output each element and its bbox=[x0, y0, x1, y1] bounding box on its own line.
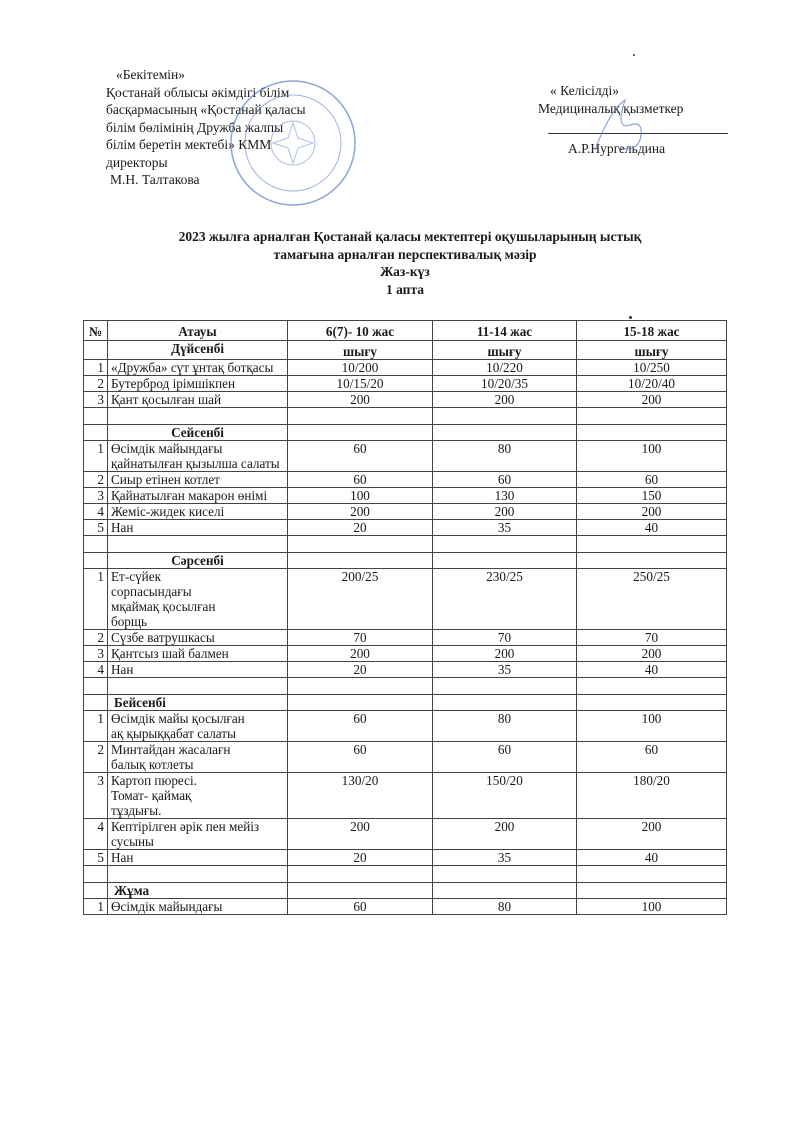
item-value: 200 bbox=[577, 392, 727, 408]
item-name: Өсімдік майы қосылған ақ қырыққабат салаты bbox=[108, 711, 288, 742]
item-value: 200 bbox=[288, 646, 433, 662]
sub-label: шығу bbox=[577, 341, 727, 360]
item-value: 35 bbox=[433, 520, 577, 536]
col-header-num: № bbox=[84, 321, 108, 341]
item-num: 4 bbox=[84, 662, 108, 678]
table-row bbox=[84, 662, 727, 678]
approval-line: басқармасының «Қостанай қаласы bbox=[106, 102, 306, 117]
item-value: 60 bbox=[288, 441, 433, 472]
item-name: Өсімдік майындағы bbox=[108, 899, 288, 915]
item-value: 130 bbox=[433, 488, 577, 504]
day-name: Дүйсенбі bbox=[108, 341, 288, 360]
menu-table bbox=[83, 320, 727, 915]
item-name: Ет-сүйек сорпасындағы мқаймақ қосылған борщь bbox=[108, 569, 288, 630]
stamp-seal bbox=[228, 78, 358, 208]
table-row bbox=[84, 472, 727, 488]
item-value: 200 bbox=[288, 392, 433, 408]
item-num: 4 bbox=[84, 819, 108, 850]
item-value: 60 bbox=[288, 899, 433, 915]
item-name: Нан bbox=[108, 662, 288, 678]
item-value: 230/25 bbox=[433, 569, 577, 630]
table-row bbox=[84, 392, 727, 408]
table-row bbox=[84, 504, 727, 520]
day-name: Бейсенбі bbox=[108, 695, 288, 711]
item-name: Өсімдік майындағы қайнатылған қызылша салаты bbox=[108, 441, 288, 472]
item-num: 1 bbox=[84, 711, 108, 742]
item-value: 130/20 bbox=[288, 773, 433, 819]
approval-line: білім беретін мектебі» КММ bbox=[106, 137, 272, 152]
approval-line: директоры bbox=[106, 154, 168, 170]
approval-line: Қостанай облысы әкімдігі білім bbox=[106, 84, 290, 100]
item-value: 10/250 bbox=[577, 360, 727, 376]
table-row bbox=[84, 630, 727, 646]
day-header-row bbox=[84, 883, 727, 899]
col-header-age-6-10: 6(7)- 10 жас bbox=[288, 321, 433, 341]
item-num: 3 bbox=[84, 646, 108, 662]
table-row bbox=[84, 711, 727, 742]
item-value: 60 bbox=[433, 742, 577, 773]
heading-line-1: 2023 жылға арналған Қостанай қаласы мектептері оқушыларының ыстық bbox=[178, 229, 642, 244]
item-num: 1 bbox=[84, 569, 108, 630]
handwritten-signature bbox=[585, 90, 655, 160]
approval-title-left: «Бекітемін» bbox=[116, 67, 185, 82]
document-heading bbox=[100, 228, 710, 298]
item-num: 2 bbox=[84, 742, 108, 773]
item-value: 60 bbox=[433, 472, 577, 488]
item-value: 200 bbox=[288, 504, 433, 520]
table-row bbox=[84, 742, 727, 773]
item-value: 60 bbox=[577, 742, 727, 773]
item-name: Нан bbox=[108, 850, 288, 866]
item-value: 60 bbox=[288, 742, 433, 773]
sub-label: шығу bbox=[288, 341, 433, 360]
item-value: 70 bbox=[433, 630, 577, 646]
day-header-row bbox=[84, 425, 727, 441]
table-row bbox=[84, 376, 727, 392]
item-value: 10/20/40 bbox=[577, 376, 727, 392]
day-name: Жұма bbox=[108, 883, 288, 899]
blank-row bbox=[84, 408, 727, 425]
item-value: 20 bbox=[288, 662, 433, 678]
item-num: 5 bbox=[84, 520, 108, 536]
approval-director-name: М.Н. Талтакова bbox=[110, 172, 200, 187]
item-num: 3 bbox=[84, 488, 108, 504]
item-value: 200 bbox=[433, 392, 577, 408]
item-name: «Дружба» сүт ұнтақ ботқасы bbox=[108, 360, 288, 376]
item-value: 40 bbox=[577, 662, 727, 678]
blank-row bbox=[84, 536, 727, 553]
sub-label: шығу bbox=[433, 341, 577, 360]
item-num: 2 bbox=[84, 630, 108, 646]
item-value: 100 bbox=[577, 899, 727, 915]
item-name: Қант қосылған шай bbox=[108, 392, 288, 408]
table-row bbox=[84, 646, 727, 662]
item-name: Минтайдан жасалағн балық котлеты bbox=[108, 742, 288, 773]
table-row bbox=[84, 520, 727, 536]
item-value: 10/15/20 bbox=[288, 376, 433, 392]
approval-line: білім бөлімінің Дружба жалпы bbox=[106, 119, 284, 135]
item-value: 40 bbox=[577, 520, 727, 536]
item-name: Картоп пюресі. Томат- қаймақ тұздығы. bbox=[108, 773, 288, 819]
scan-speck bbox=[629, 316, 632, 319]
item-num: 3 bbox=[84, 773, 108, 819]
day-header-row bbox=[84, 553, 727, 569]
item-value: 10/20/35 bbox=[433, 376, 577, 392]
col-header-age-15-18: 15-18 жас bbox=[577, 321, 727, 341]
scan-speck bbox=[633, 54, 635, 56]
approval-title-right: « Келісілді» bbox=[550, 83, 619, 98]
item-num: 1 bbox=[84, 360, 108, 376]
blank-row bbox=[84, 678, 727, 695]
day-header-row bbox=[84, 695, 727, 711]
table-row bbox=[84, 819, 727, 850]
item-value: 200 bbox=[577, 819, 727, 850]
item-name: Сиыр етінен котлет bbox=[108, 472, 288, 488]
table-row bbox=[84, 850, 727, 866]
item-name: Сүзбе ватрушкасы bbox=[108, 630, 288, 646]
item-num: 4 bbox=[84, 504, 108, 520]
approval-role: Медициналық қызметкер bbox=[538, 100, 684, 116]
item-value: 35 bbox=[433, 850, 577, 866]
item-value: 10/220 bbox=[433, 360, 577, 376]
heading-season: Жаз-күз bbox=[380, 264, 430, 279]
item-num: 1 bbox=[84, 441, 108, 472]
item-value: 200/25 bbox=[288, 569, 433, 630]
item-value: 70 bbox=[288, 630, 433, 646]
col-header-age-11-14: 11-14 жас bbox=[433, 321, 577, 341]
item-value: 200 bbox=[577, 504, 727, 520]
table-row bbox=[84, 441, 727, 472]
heading-week: 1 апта bbox=[385, 281, 425, 297]
item-value: 180/20 bbox=[577, 773, 727, 819]
item-name: Қантсыз шай балмен bbox=[108, 646, 288, 662]
item-value: 80 bbox=[433, 899, 577, 915]
item-value: 200 bbox=[433, 646, 577, 662]
item-name: Бутерброд ірімшікпен bbox=[108, 376, 288, 392]
table-row bbox=[84, 773, 727, 819]
blank-row bbox=[84, 866, 727, 883]
item-num: 3 bbox=[84, 392, 108, 408]
item-value: 200 bbox=[433, 819, 577, 850]
item-value: 10/200 bbox=[288, 360, 433, 376]
item-value: 60 bbox=[288, 472, 433, 488]
item-num: 2 bbox=[84, 376, 108, 392]
item-value: 35 bbox=[433, 662, 577, 678]
item-value: 200 bbox=[577, 646, 727, 662]
item-value: 100 bbox=[577, 441, 727, 472]
item-value: 70 bbox=[577, 630, 727, 646]
item-name: Нан bbox=[108, 520, 288, 536]
table-row bbox=[84, 488, 727, 504]
item-value: 200 bbox=[433, 504, 577, 520]
item-value: 80 bbox=[433, 711, 577, 742]
item-name: Қайнатылған макарон өнімі bbox=[108, 488, 288, 504]
item-num: 2 bbox=[84, 472, 108, 488]
table-row bbox=[84, 899, 727, 915]
item-value: 200 bbox=[288, 819, 433, 850]
item-value: 60 bbox=[288, 711, 433, 742]
item-value: 150/20 bbox=[433, 773, 577, 819]
day-name: Сәрсенбі bbox=[108, 553, 288, 569]
approval-name-right: А.Р.Нургельдина bbox=[568, 141, 666, 156]
item-value: 80 bbox=[433, 441, 577, 472]
item-num: 1 bbox=[84, 899, 108, 915]
item-value: 100 bbox=[288, 488, 433, 504]
item-num: 5 bbox=[84, 850, 108, 866]
table-row bbox=[84, 569, 727, 630]
item-value: 150 bbox=[577, 488, 727, 504]
item-name: Жеміс-жидек киселі bbox=[108, 504, 288, 520]
day-header-row bbox=[84, 341, 727, 360]
item-value: 100 bbox=[577, 711, 727, 742]
item-value: 60 bbox=[577, 472, 727, 488]
item-value: 20 bbox=[288, 520, 433, 536]
day-name: Сейсенбі bbox=[108, 425, 288, 441]
col-header-name: Атауы bbox=[108, 321, 288, 341]
item-value: 250/25 bbox=[577, 569, 727, 630]
item-value: 20 bbox=[288, 850, 433, 866]
item-name: Кептірілген әрік пен мейіз сусыны bbox=[108, 819, 288, 850]
item-value: 40 bbox=[577, 850, 727, 866]
table-row bbox=[84, 360, 727, 376]
heading-line-2: тамағына арналған перспективалық мәзір bbox=[273, 246, 537, 262]
